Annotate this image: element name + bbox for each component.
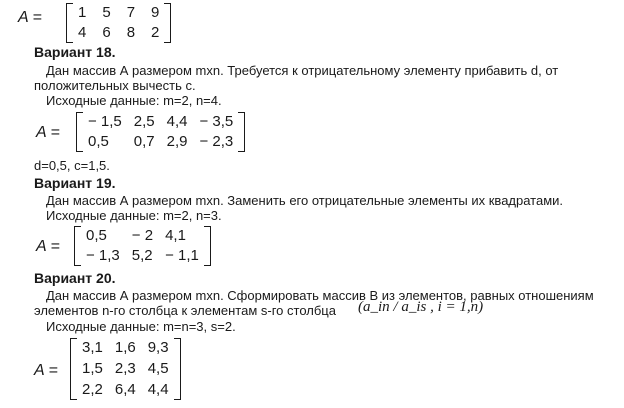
matrix-cell: 1,6 [114,339,136,356]
matrix-cell: − 1,5 [88,113,122,130]
matrix-cell: − 2 [131,227,154,244]
matrix-cell: 6,4 [114,381,136,398]
matrix-cell: 2 [151,24,160,41]
variant-18-task-line2: положительных вычесть с. [34,78,196,93]
variant-20-heading: Вариант 20. [34,270,116,286]
matrix-cell: 0,5 [86,227,107,244]
variant-19-matrix-label: A = [36,238,60,255]
matrix-cell: 3,1 [82,339,103,356]
matrix-cell: 8 [126,24,136,41]
matrix-cell: 1 [78,4,87,21]
variant-20-matrix [70,338,181,400]
matrix-cell: 4,1 [165,227,186,244]
variant-18-matrix [76,112,245,152]
matrix-cell: 6 [102,24,111,41]
variant-18-heading: Вариант 18. [34,44,116,60]
variant-18-matrix-label: A = [36,124,60,141]
matrix-cell: − 1,3 [86,247,120,264]
matrix-cell: 4 [78,24,87,41]
matrix-cell: 2,5 [133,113,155,130]
matrix-cell: 5 [102,4,111,21]
matrix-cell: 9,3 [147,339,169,356]
variant-18-params: d=0,5, c=1,5. [34,158,110,173]
variant-19-heading: Вариант 19. [34,175,116,191]
variant-20-matrix-label: A = [34,362,58,379]
variant-18-task-line1: Дан массив А размером mxn. Требуется к отрицательному элементу прибавить d, от [46,63,559,78]
matrix-cell: 4,5 [147,360,169,377]
matrix-cell: 4,4 [147,381,169,398]
matrix-cell: 9 [151,4,160,21]
variant-20-input-data: Исходные данные: m=n=3, s=2. [46,319,236,334]
matrix-cell: − 1,1 [165,247,199,264]
variant-20-task-line1: Дан массив А размером mxn. Сформировать массив В из элементов, равных отношениям [46,288,594,303]
matrix-cell: − 3,5 [199,113,234,130]
matrix-cell: 2,2 [82,381,103,398]
variant-19-task-line1: Дан массив А размером mxn. Заменить его отрицательные элементы их квадратами. [46,193,564,208]
top-matrix [66,3,171,43]
matrix-cell: 0,7 [133,133,155,150]
matrix-cell: 7 [126,4,136,21]
matrix-cell: 2,3 [114,360,136,377]
matrix-cell: 2,9 [166,133,188,150]
variant-19-input-data: Исходные данные: m=2, n=3. [46,208,222,223]
top-matrix-label: A = [18,9,42,26]
matrix-cell: 4,4 [166,113,188,130]
variant-19-matrix [74,226,211,266]
variant-20-formula: (a_in / a_is , i = 1,n) [358,299,484,315]
matrix-cell: 0,5 [88,133,109,150]
matrix-cell: 1,5 [82,360,103,377]
variant-18-input-data: Исходные данные: m=2, n=4. [46,93,222,108]
matrix-cell: − 2,3 [199,133,234,150]
matrix-cell: 5,2 [131,247,153,264]
variant-20-task-line2: элементов n-го столбца к элементам s-го столбца [34,303,336,318]
